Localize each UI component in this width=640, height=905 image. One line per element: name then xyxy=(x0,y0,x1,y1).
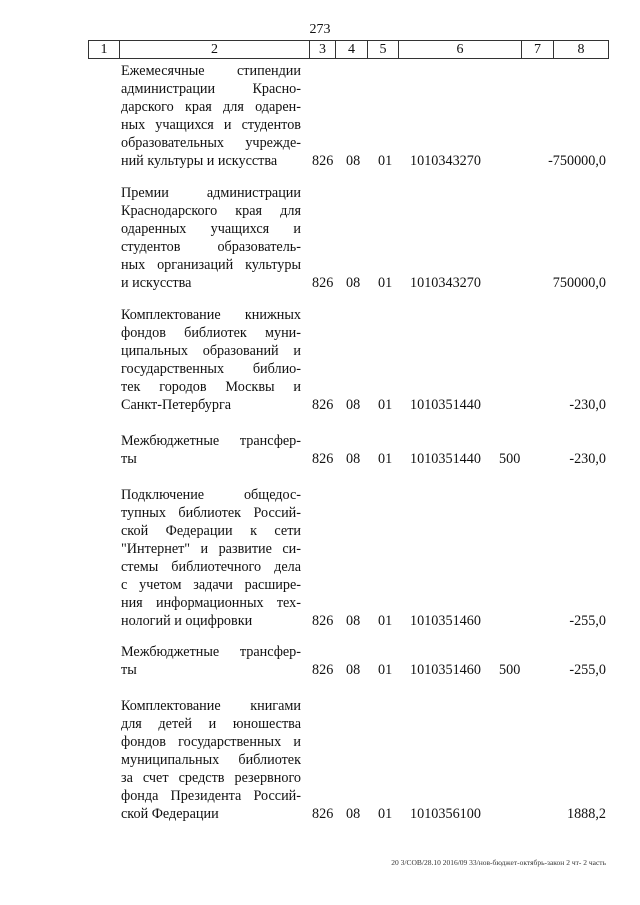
cell-ministry-code: 826 xyxy=(312,806,334,822)
row-description-line: ты xyxy=(121,451,137,467)
row-description-line: с учетом задачи расшире- xyxy=(121,577,301,593)
cell-ministry-code: 826 xyxy=(312,662,334,678)
row-description-line: Ежемесячные стипендии xyxy=(121,63,301,79)
row-description-line: ния информационных тех- xyxy=(121,595,301,611)
row-description-line: нологий и оцифровки xyxy=(121,613,253,629)
row-description-line: Межбюджетные трансфер- xyxy=(121,433,301,449)
cell-target-article: 1010351460 xyxy=(410,662,481,678)
row-description xyxy=(121,432,301,468)
row-description-line: фондов государственных и xyxy=(121,734,301,750)
cell-expense-type: 500 xyxy=(499,451,521,467)
row-description-line: фонда Президента Россий- xyxy=(121,788,301,804)
row-description-line: одаренных учащихся и xyxy=(121,221,301,237)
cell-amount: -230,0 xyxy=(569,397,606,413)
column-header-1: 1 xyxy=(89,41,120,58)
column-header-3: 3 xyxy=(310,41,336,58)
row-description-line: стемы библиотечного дела xyxy=(121,559,301,575)
cell-amount: -255,0 xyxy=(569,662,606,678)
column-header-7: 7 xyxy=(522,41,554,58)
cell-expense-type: 500 xyxy=(499,662,521,678)
cell-subsection: 01 xyxy=(378,806,393,822)
cell-subsection: 01 xyxy=(378,613,393,629)
row-description-line: ты xyxy=(121,662,137,678)
row-description-line: муниципальных библиотек xyxy=(121,752,301,768)
row-description xyxy=(121,184,301,292)
row-description-line: Комплектование книжных xyxy=(121,307,301,323)
row-description-line: Комплектование книгами xyxy=(121,698,301,714)
cell-section: 08 xyxy=(346,662,361,678)
cell-subsection: 01 xyxy=(378,662,393,678)
row-description-line: и искусства xyxy=(121,275,192,291)
cell-amount: -750000,0 xyxy=(548,153,606,169)
cell-target-article: 1010351460 xyxy=(410,613,481,629)
cell-ministry-code: 826 xyxy=(312,451,334,467)
row-description-line: Премии администрации xyxy=(121,185,301,201)
column-header-row xyxy=(88,40,609,59)
row-description xyxy=(121,486,301,630)
cell-section: 08 xyxy=(346,451,361,467)
cell-target-article: 1010356100 xyxy=(410,806,481,822)
row-description-line: для детей и юношества xyxy=(121,716,301,732)
row-description-line: фондов библиотек муни- xyxy=(121,325,301,341)
column-header-6: 6 xyxy=(399,41,522,58)
row-description-line: Межбюджетные трансфер- xyxy=(121,644,301,660)
column-header-5: 5 xyxy=(368,41,399,58)
row-description-line: ных учащихся и студентов xyxy=(121,117,301,133)
cell-subsection: 01 xyxy=(378,275,393,291)
cell-target-article: 1010351440 xyxy=(410,397,481,413)
cell-ministry-code: 826 xyxy=(312,397,334,413)
row-description-line: тек городов Москвы и xyxy=(121,379,301,395)
cell-target-article: 1010343270 xyxy=(410,153,481,169)
cell-amount: 750000,0 xyxy=(552,275,606,291)
row-description-line: ской Федерации к сети xyxy=(121,523,301,539)
cell-amount: -230,0 xyxy=(569,451,606,467)
cell-section: 08 xyxy=(346,153,361,169)
cell-target-article: 1010343270 xyxy=(410,275,481,291)
document-footer-code: 20 3/СОВ/28.10 2016/09 33/нов-бюджет-октябрь-закон 2 чт- 2 часть xyxy=(391,858,606,867)
row-description-line: "Интернет" и развитие си- xyxy=(121,541,301,557)
row-description-line: государственных библио- xyxy=(121,361,301,377)
cell-ministry-code: 826 xyxy=(312,275,334,291)
row-description-line: Подключение общедос- xyxy=(121,487,301,503)
column-header-8: 8 xyxy=(577,42,585,57)
row-description-line: за счет средств резервного xyxy=(121,770,301,786)
column-header-2: 2 xyxy=(120,41,310,58)
cell-subsection: 01 xyxy=(378,451,393,467)
row-description-line: образовательных учрежде- xyxy=(121,135,301,151)
cell-ministry-code: 826 xyxy=(312,613,334,629)
cell-ministry-code: 826 xyxy=(312,153,334,169)
cell-amount: 1888,2 xyxy=(566,806,606,822)
row-description-line: студентов образователь- xyxy=(121,239,301,255)
row-description-line: администрации Красно- xyxy=(121,81,301,97)
row-description-line: тупных библиотек Россий- xyxy=(121,505,301,521)
cell-amount: -255,0 xyxy=(569,613,606,629)
row-description-line: Санкт-Петербурга xyxy=(121,397,232,413)
row-description-line: ний культуры и искусства xyxy=(121,153,278,169)
row-description-line: ципальных образований и xyxy=(121,343,301,359)
row-description xyxy=(121,62,301,170)
row-description-line: ных организаций культуры xyxy=(121,257,301,273)
cell-subsection: 01 xyxy=(378,397,393,413)
cell-target-article: 1010351440 xyxy=(410,451,481,467)
row-description xyxy=(121,306,301,414)
page-number: 273 xyxy=(309,22,331,37)
cell-section: 08 xyxy=(346,613,361,629)
row-description-line: дарского края для одарен- xyxy=(121,99,301,115)
cell-section: 08 xyxy=(346,275,361,291)
row-description-line: ской Федерации xyxy=(121,806,219,822)
cell-section: 08 xyxy=(346,806,361,822)
cell-section: 08 xyxy=(346,397,361,413)
column-header-4: 4 xyxy=(336,41,368,58)
row-description xyxy=(121,643,301,679)
row-description-line: Краснодарского края для xyxy=(121,203,301,219)
row-description xyxy=(121,697,301,823)
cell-subsection: 01 xyxy=(378,153,393,169)
